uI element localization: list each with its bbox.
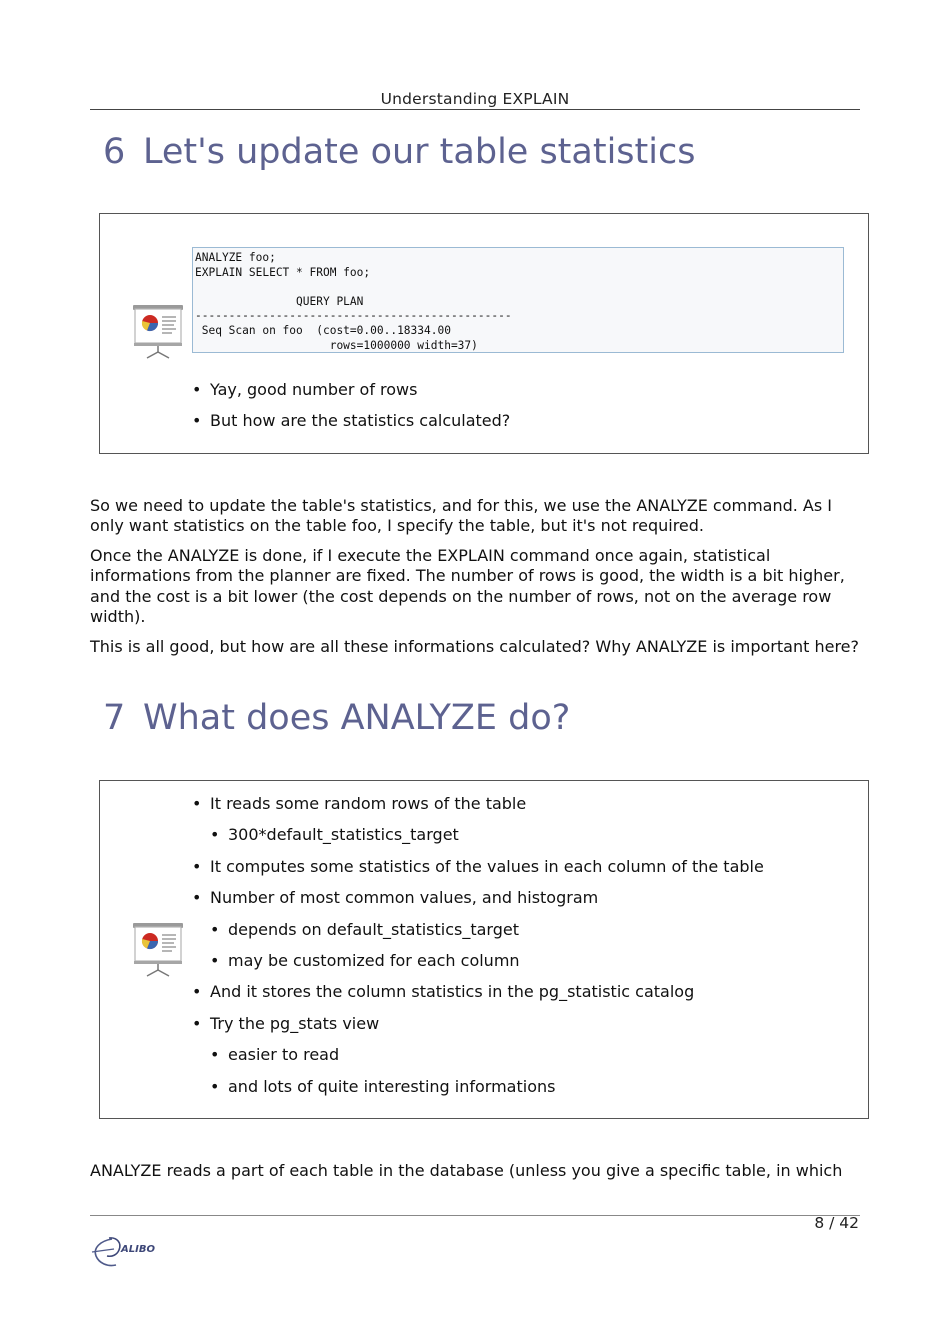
slide-6-box (99, 213, 869, 454)
bullet-item: • It reads some random rows of the table (190, 794, 764, 825)
sub-bullet-item: • 300*default_statistics_target (208, 825, 764, 856)
body-paragraph: So we need to update the table's statistics, and for this, we use the ANALYZE command. As I only want statistics on the table foo, I specify the table, but it's not required. (90, 496, 833, 536)
bullet-item: • Number of most common values, and histogram (190, 888, 764, 919)
header-divider (90, 109, 860, 110)
bullet-item: • Yay, good number of rows (190, 380, 510, 411)
body-paragraph: ANALYZE reads a part of each table in the database (unless you give a specific table, in which (90, 1161, 843, 1180)
presentation-icon (131, 303, 185, 359)
sub-bullet-item: • easier to read (208, 1045, 764, 1076)
bullet-item: • Try the pg_stats view (190, 1014, 764, 1045)
bullet-item: • And it stores the column statistics in the pg_statistic catalog (190, 982, 764, 1013)
presentation-icon (131, 921, 185, 977)
body-paragraph: This is all good, but how are all these informations calculated? Why ANALYZE is important here? (90, 637, 860, 656)
sub-bullet-item: • depends on default_statistics_target (208, 920, 764, 951)
section-title: Let's update our table statistics (143, 132, 696, 172)
slide-7-bullet-list (190, 794, 764, 1108)
dalibo-logo (90, 1234, 164, 1270)
bullet-item: • But how are the statistics calculated? (190, 411, 510, 442)
slide-7-box (99, 780, 869, 1119)
sub-bullet-item: • and lots of quite interesting informations (208, 1077, 764, 1108)
code-block: ANALYZE foo; EXPLAIN SELECT * FROM foo; QUERY PLAN ----------------------------------------------- Seq Scan on foo (cost=0.00..18334.00 rows=1000000 width=37) (192, 247, 844, 353)
section-number: 6 (103, 132, 126, 172)
section-7-heading (103, 698, 570, 738)
svg-text:ALIBO: ALIBO (121, 1244, 155, 1255)
sub-bullet-item: • may be customized for each column (208, 951, 764, 982)
page-number: 8 / 42 (814, 1214, 859, 1232)
slide-6-bullet-list (190, 380, 510, 443)
section-title: What does ANALYZE do? (143, 698, 571, 738)
bullet-item: • It computes some statistics of the values in each column of the table (190, 857, 764, 888)
section-6-heading (103, 132, 695, 172)
body-paragraph: Once the ANALYZE is done, if I execute the EXPLAIN command once again, statistical informations from the planner are fixed. The number of rows is good, the width is a bit higher, and the cost is a bit lower (the cost depends on the number of rows, not on the average row width). (90, 546, 845, 626)
section-number: 7 (103, 698, 126, 738)
footer-divider (90, 1215, 860, 1216)
header-title: Understanding EXPLAIN (380, 90, 570, 108)
